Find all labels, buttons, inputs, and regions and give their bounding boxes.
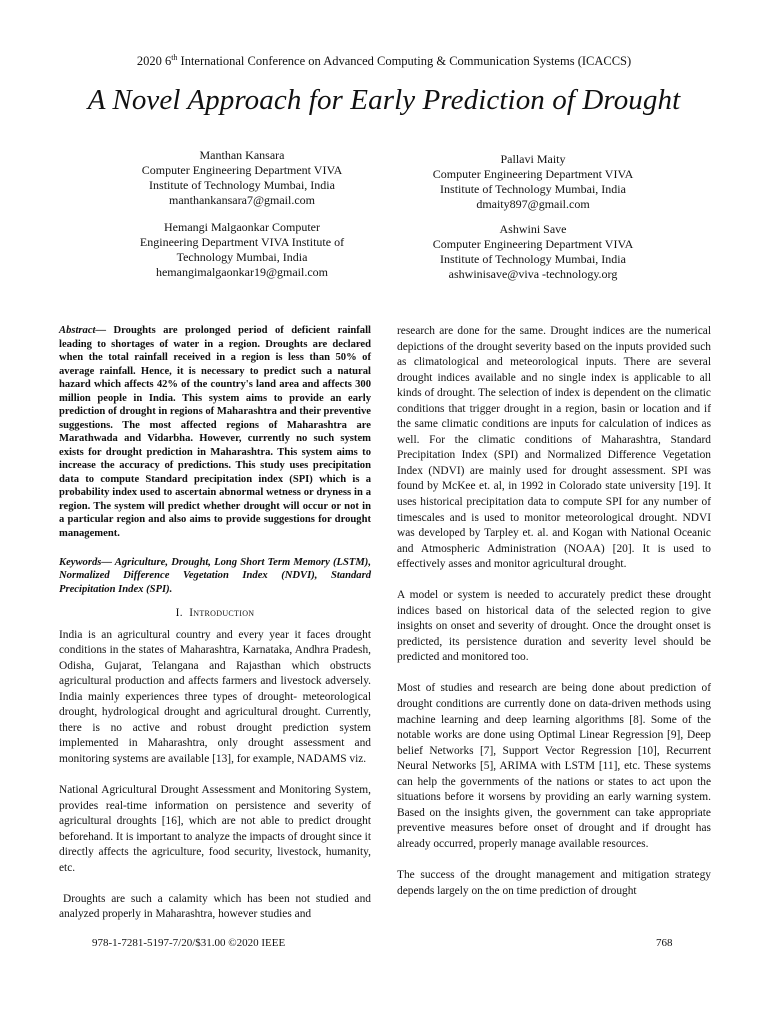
paragraph: The success of the drought management and mitigation strategy depends largely on the on time prediction of drought <box>397 869 711 897</box>
author-dept: Computer Engineering Department VIVA <box>432 167 634 181</box>
author-inst: Technology Mumbai, India <box>176 250 308 264</box>
author-inst: Institute of Technology Mumbai, India <box>440 182 626 196</box>
author-name: Pallavi Maity <box>500 152 566 166</box>
paragraph: National Agricultural Drought Assessment and Monitoring System, provides real-time information on persistence and severity of agricultural droughts [16], which are not able to predict drought beforehand. It is important to analyze the impacts of drought since it directly affects the agriculture, food security, livestock, humanity, etc. <box>59 783 371 874</box>
conference-prefix: 2020 6 <box>136 54 172 68</box>
paragraph: A model or system is needed to accurately predict these drought indices based on historical data of the selected region to give insights on onset and severity of drought. Once the drought onset is predicted, its persistence duration and severity level should be predicted and monitored too. <box>397 589 711 664</box>
keywords: Keywords— Agriculture, Drought, Long Short Term Memory (LSTM), Normalized Difference Vegetation Index (NDVI), Standard Precipitation Index (SPI). <box>59 556 371 595</box>
paragraph: research are done for the same. Drought indices are the numerical depictions of the drought severity based on the inputs provided such as climatological and meteorological inputs. There are several drought indices available and no single index is applicable to all kinds of drought. The selection of index is dependent on the climatic conditions that trigger drought in a region, basin or location and if the same climatic conditions are inputs for calculation of indices as well. For the climatic conditions of Maharashtra, Standard Precipitation Index (SPI) and Normalized Difference Vegetation Index (NDVI) are mainly used for drought assessment. SPI was found by McKee et. al, in 1992 in Colorado state university [19]. It uses historical precipitation data to compute SPI for any number of timescales and is used to monitor meteorological drought. NDVI was developed by Tarpley et. al. and Kogan with National Oceanic and Atmospheric Administration (NOAA) [20]. It is used to effectively asses and monitor agricultural drought. <box>397 325 711 571</box>
author-name: Ashwini Save <box>499 222 567 236</box>
author-email: dmaity897@gmail.com <box>476 197 590 211</box>
author-1 <box>122 148 362 208</box>
conference-header <box>0 54 768 69</box>
paragraph: Droughts are such a calamity which has been not studied and analyzed properly in Maharashtra, however studies and <box>59 892 371 921</box>
footer-copyright: 978-1-7281-5197-7/20/$31.00 ©2020 IEEE <box>92 937 286 949</box>
author-email: hemangimalgaonkar19@gmail.com <box>155 265 328 279</box>
section-title: Introduction <box>189 607 255 619</box>
right-column <box>397 324 711 899</box>
conference-sup: th <box>171 52 178 62</box>
author-2 <box>410 152 656 212</box>
abstract <box>59 324 371 540</box>
section-heading <box>59 606 371 622</box>
conference-suffix: International Conference on Advanced Computing & Communication Systems (ICACCS) <box>177 54 632 68</box>
author-email: ashwinisave@viva -technology.org <box>448 267 618 281</box>
author-inst: Institute of Technology Mumbai, India <box>149 178 335 192</box>
author-email: manthankansara7@gmail.com <box>168 193 315 207</box>
paragraph: Most of studies and research are being done about prediction of drought conditions are currently done on data-driven methods using machine learning and deep learning algorithms [8]. Some of the notable works are done using Optimal Linear Regression [9], Deep belief Networks [7], Support Vector Regression [10], Recurrent Neural Networks [5], ARIMA with LSTM [11], etc. These systems can help the governments of the nations or states to act upon the situations before it worsens by providing an early warning system. Based on the insights given, the government can take appropriate preventive measures before onset of drought and if drought has already occurred, properly manage available resources. <box>397 682 711 850</box>
left-column <box>59 324 371 923</box>
paragraph: India is an agricultural country and every year it faces drought conditions in the states of Maharashtra, Karnataka, Andhra Pradesh, Odisha, Gujarat, Telangana and Rajasthan which obstructs agricultural production and affects farmers and livestock adversely. India mainly experiences three types of drought- meteorological drought, hydrological drought and agricultural drought. Currently, there is no active and robust drought prediction system implemented in Maharashtra, only drought assessment and monitoring systems are available [13], for example, NADAMS viz. <box>59 628 371 765</box>
footer-page-number: 768 <box>656 937 673 949</box>
paper-title: A Novel Approach for Early Prediction of Drought <box>87 84 681 116</box>
author-name: Manthan Kansara <box>199 148 285 162</box>
section-number: I. <box>175 607 183 619</box>
abstract-text: Droughts are prolonged period of deficient rainfall leading to shortages of water in a region. Droughts are declared when the total rainfall received in a region is less than 50% of average rainfall. Hence, it is necessary to predict such a natural hazard which affects 42% of the country's land area and affects 300 million people in India. This system aims to provide an early prediction of drought in regions of Maharashtra and their preventive suggestions. The most affected regions of Maharashtra are Marathwada and Vidarbha. However, currently no such system exists for drought prediction in Maharashtra. This system aims to increase the accuracy of predictions. This study uses precipitation data to compute Standard precipitation index (SPI) which is a probability index used to ascertain abnormal wetness or dryness in a region. The system will predict whether drought will occur or not in a particular region and also aims to provide suggestions for drought management. <box>59 325 371 539</box>
author-dept: Computer Engineering Department VIVA <box>432 237 634 251</box>
author-inst: Institute of Technology Mumbai, India <box>440 252 626 266</box>
author-dept: Engineering Department VIVA Institute of <box>139 235 345 249</box>
author-3 <box>112 220 372 280</box>
author-name: Hemangi Malgaonkar Computer <box>164 220 320 234</box>
abstract-label: Abstract— <box>59 325 107 336</box>
author-4 <box>410 222 656 282</box>
author-dept: Computer Engineering Department VIVA <box>141 163 343 177</box>
